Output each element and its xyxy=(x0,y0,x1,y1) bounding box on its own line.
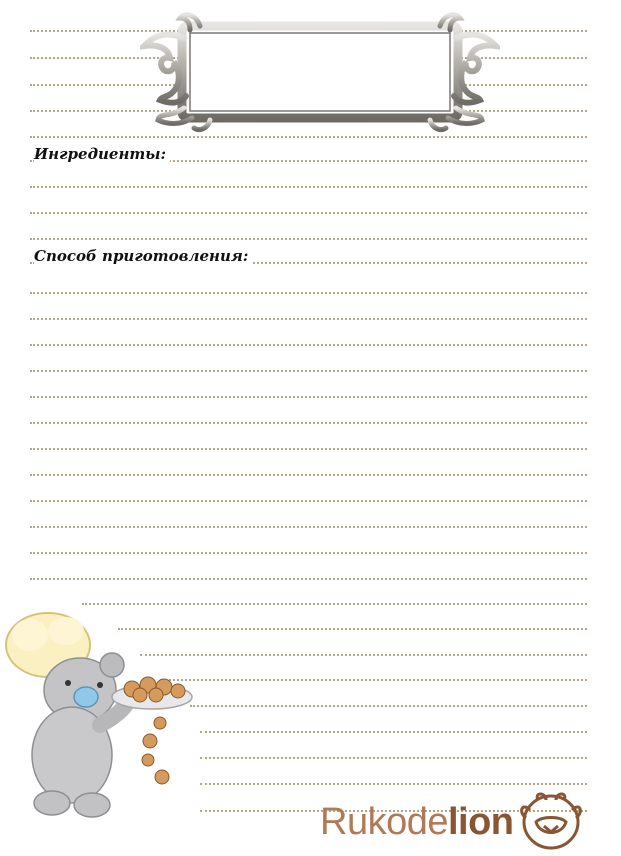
teddy-bear-chef-icon xyxy=(0,605,200,820)
dotted-line xyxy=(30,212,587,214)
dotted-line xyxy=(30,396,587,398)
brand-logo xyxy=(320,796,586,848)
brand-part2: lion xyxy=(447,800,514,843)
dotted-line xyxy=(30,238,587,240)
dotted-line xyxy=(30,448,587,450)
brand-wordmark xyxy=(320,801,514,844)
method-heading: Способ приготовления: xyxy=(34,247,252,265)
dotted-line xyxy=(160,679,587,681)
dotted-line xyxy=(200,783,587,785)
brand-part1: Rukode xyxy=(320,800,448,843)
dotted-line xyxy=(30,500,587,502)
lion-logo-icon xyxy=(516,792,586,852)
dotted-line xyxy=(30,292,587,294)
dotted-line xyxy=(30,422,587,424)
dotted-line xyxy=(30,186,587,188)
ingredients-heading: Ингредиенты: xyxy=(34,145,170,163)
dotted-line xyxy=(200,731,587,733)
ornate-frame-icon xyxy=(140,8,500,134)
dotted-line xyxy=(30,344,587,346)
dotted-line xyxy=(30,474,587,476)
dotted-line xyxy=(30,526,587,528)
dotted-line xyxy=(30,318,587,320)
dotted-line xyxy=(30,578,587,580)
dotted-line xyxy=(200,757,587,759)
dotted-line xyxy=(30,552,587,554)
dotted-line xyxy=(30,370,587,372)
dotted-line xyxy=(30,136,587,138)
dotted-line xyxy=(140,654,587,656)
dotted-line xyxy=(190,705,587,707)
